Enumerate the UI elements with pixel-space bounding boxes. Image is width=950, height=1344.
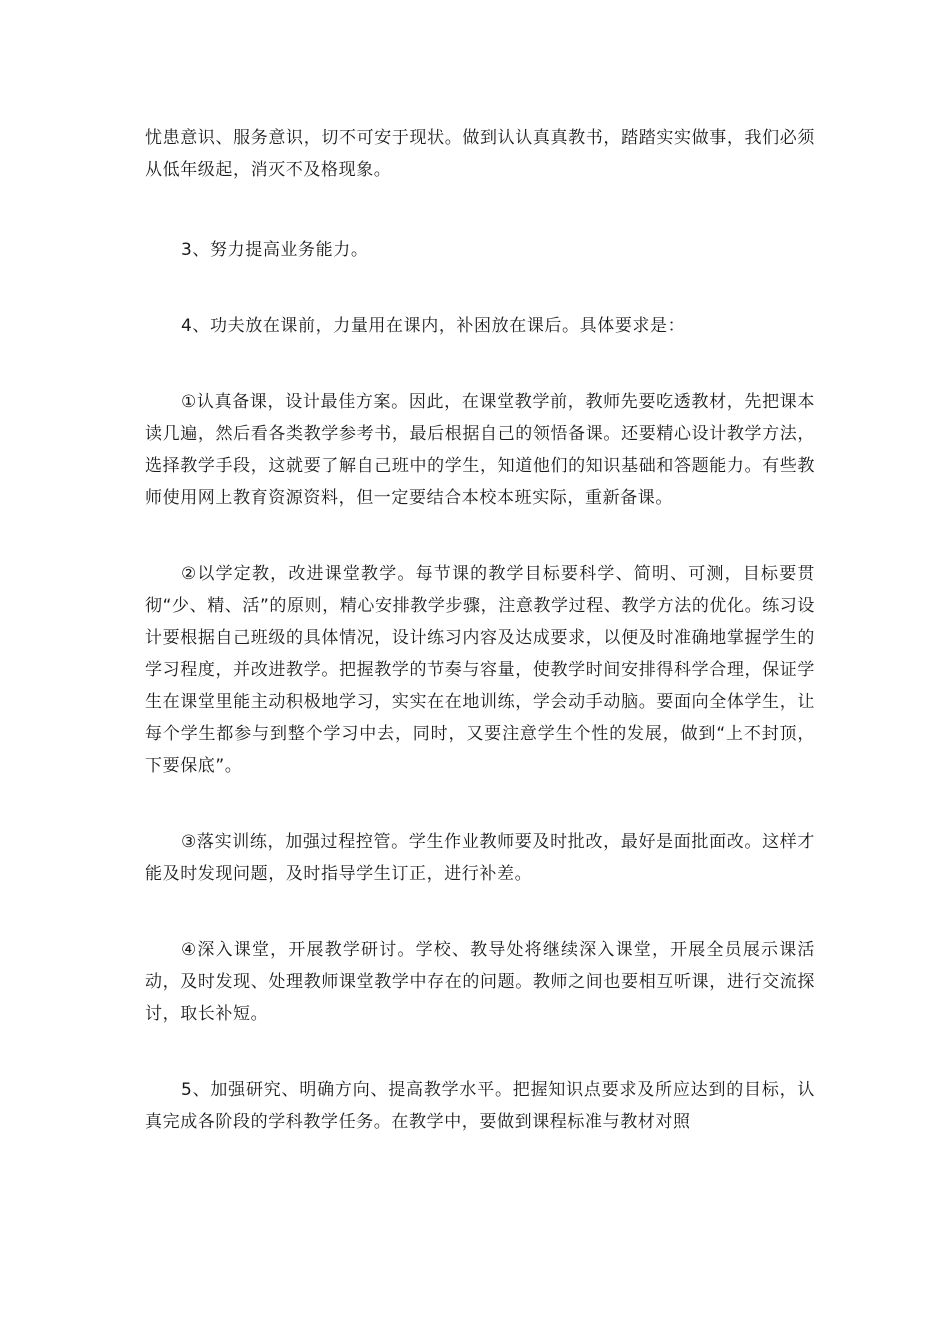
paragraph-item-3: 3、努力提高业务能力。 <box>181 240 369 260</box>
paragraph-subitem-1: ①认真备课，设计最佳方案。因此，在课堂教学前，教师先要吃透教材，先把课本读几遍，然后看各类教学参考书，最后根据自己的领悟备课。还要精心设计教学方法，选择教学手段，这就要了解自己班中的学生，知道他们的知识基础和答题能力。有些教师使用网上教育资源资料，但一定要结合本校本班实际，重新备课。 <box>145 392 815 508</box>
document-body <box>145 122 815 1182</box>
paragraph-subitem-4: ④深入课堂，开展教学研讨。学校、教导处将继续深入课堂，开展全员展示课活动，及时发现、处理教师课堂教学中存在的问题。教师之间也要相互听课，进行交流探讨，取长补短。 <box>145 940 815 1024</box>
paragraph-subitem-3: ③落实训练，加强过程控管。学生作业教师要及时批改，最好是面批面改。这样才能及时发现问题，及时指导学生订正，进行补差。 <box>145 832 815 884</box>
paragraph-item-4: 4、功夫放在课前，力量用在课内，补困放在课后。具体要求是： <box>181 316 686 336</box>
paragraph-item-5: 5、加强研究、明确方向、提高教学水平。把握知识点要求及所应达到的目标，认真完成各阶段的学科教学任务。在教学中，要做到课程标准与教材对照 <box>145 1080 815 1132</box>
paragraph-continuation: 忧患意识、服务意识，切不可安于现状。做到认认真真教书，踏踏实实做事，我们必须从低年级起，消灭不及格现象。 <box>145 128 815 180</box>
paragraph-subitem-2: ②以学定教，改进课堂教学。每节课的教学目标要科学、简明、可测，目标要贯彻“少、精、活”的原则，精心安排教学步骤，注意教学过程、教学方法的优化。练习设计要根据自己班级的具体情况，设计练习内容及达成要求，以便及时准确地掌握学生的学习程度，并改进教学。把握教学的节奏与容量，使教学时间安排得科学合理，保证学生在课堂里能主动积极地学习，实实在在地训练，学会动手动脑。要面向全体学生，让每个学生都参与到整个学习中去，同时，又要注意学生个性的发展，做到“上不封顶，下要保底”。 <box>145 564 816 776</box>
